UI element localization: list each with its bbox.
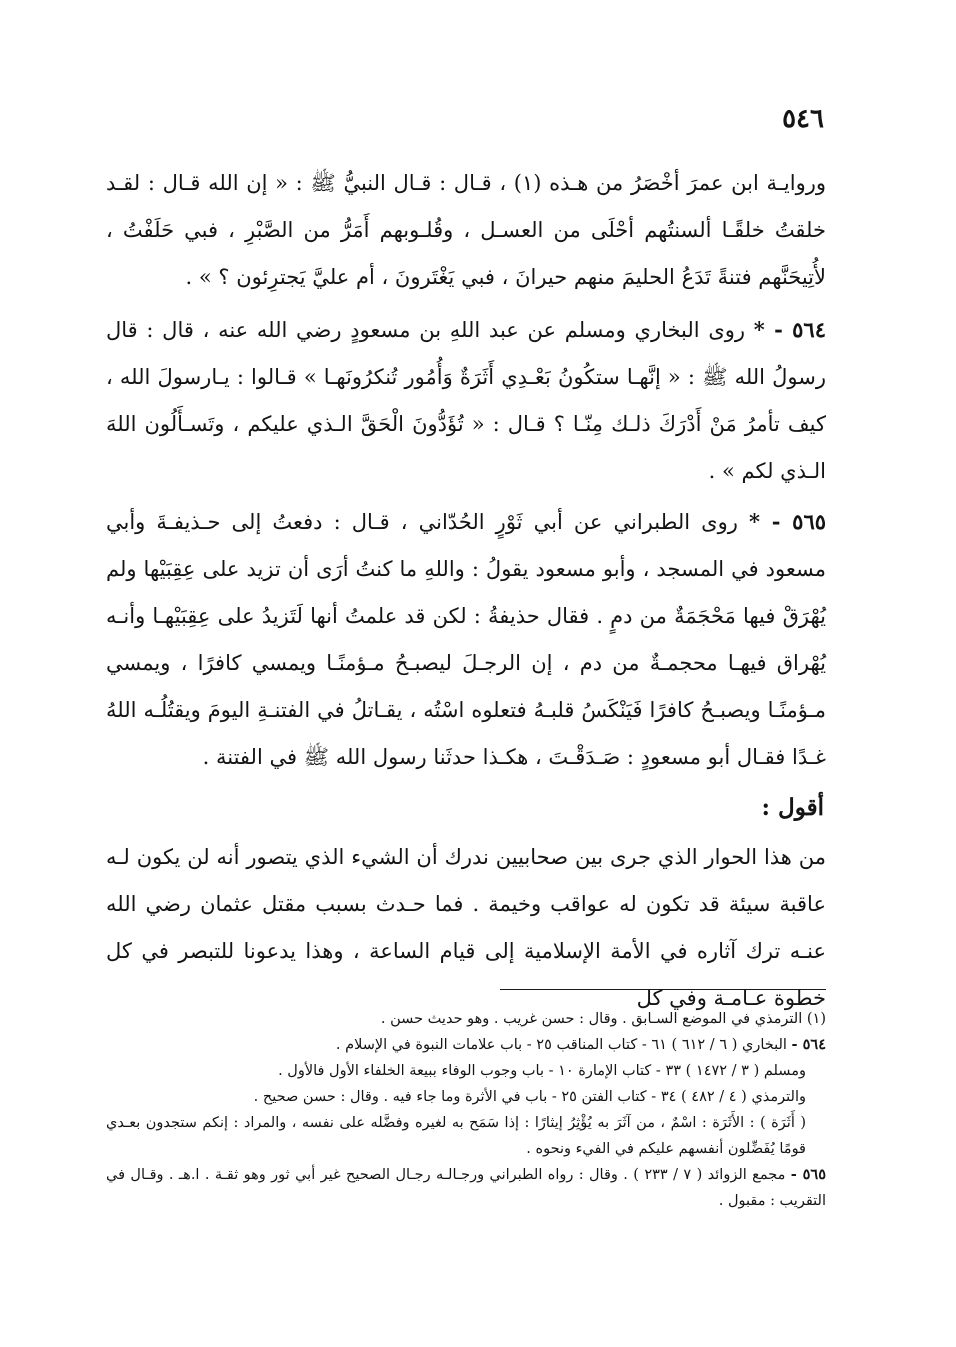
footnote-564-athara-text: ( أَثَرَة ) : الأَثَرَة : اسْمٌ ، من آثَرَ به يُؤْثِرُ إيثارًا : إذا سَمَح به لغيره وفضَّله على نفسه ، والمراد : إنكم ستجدون بعـدي قومًا يُفَضِّلون أنفسهم عليكم في الفيء ونحوه . [106,1115,806,1157]
footnote-564-tirmidhi-text: والترمذي ( ٤ / ٤٨٢ ) ٣٤ - كتاب الفتن ٢٥ - باب في الأثرة وما جاء فيه . وقال : حسن صحيح . [253,1089,806,1105]
section-heading-aqul: أقول : [761,794,824,821]
footnote-565-number: ٥٦٥ - [790,1166,827,1183]
paragraph-commentary-text: من هذا الحوار الذي جرى بين صحابيين ندرك أن الشيء الذي يتصور أنه لن يكون لـه عاقبة سيئة قد تكون له عواقب وخيمة . فما حـدث بسبب مقتل عثمان رضي الله عنـه ترك آثاره في الأمة الإسلامية إلى قيام الساعة ، وهذا يدعونا للتبصر في كل خطوة عـامـة وفي كل [106,845,826,1010]
hadith-565 [106,498,826,781]
paragraph-ibn-umar-text: وروايـة ابن عمرَ أخْصَرُ من هـذه (١) ، قـال : قـال النبيُّ ﷺ : « إن الله قـال : لقـد خلقتُ خلقًـا ألسنتُهم أحْلَى من العسـل ، وقُلـوبهم أَمَرُّ من الصَّبْرِ ، فبي حَلَفْتُ ، لأُتِيحَنَّهم فتنةً تَدَعُ الحليمَ منهم حيرانَ ، فبي يَغْتَرونَ ، أم عليَّ يَجترِئون ؟ » . [106,171,826,289]
footnote-1 [106,1006,826,1032]
footnote-564 [106,1032,826,1058]
footnote-1-text: (١) الترمذي في الموضع السـابق . وقال : حسن غريب . وهو حديث حسن . [380,1011,826,1027]
footnote-564-muslim [106,1058,826,1084]
paragraph-commentary [106,834,826,1022]
footnote-565 [106,1162,826,1214]
hadith-564 [106,306,826,495]
page-number: ٥٤٦ [782,104,824,134]
footnotes [106,1006,826,1214]
footnote-564-tirmidhi [106,1084,826,1110]
hadith-565-text: روى الطبراني عن أبي ثَوْرٍ الحُدّاني ، قـال : دفعتُ إلى حـذيفـةَ وأبي مسعود في المسجد ، وأبو مسعود يقولُ : واللهِ ما كنتُ أرَى أن تزيد على عِقِبَيْها ولم يُهْرَقْ فيها مَحْجَمَةٌ من دمٍ . فقال حذيفةُ : لكن قد علمتُ أنها لَتَزيدُ على عِقِبَيْهـا وأنـه يُهْراق فيهـا محجمـةٌ من دم ، إن الرجـلَ ليصبـحُ مـؤمنًـا ويمسي كافرًا ، ويمسي مـؤمنًـا ويصبـحُ كافرًا فَيَنْكَسُ قلبـهُ فتعلوه اسْتُه ، يقـاتلُ في الفتنـةِ اليومَ ويقتُلُـه اللهُ غـدًا فقـال أبو مسعودٍ : صَـدَقْـتَ ، هكـذا حدثَنا رسول الله ﷺ في الفتنة . [106,510,826,769]
footnote-564-athara [106,1110,826,1162]
footnote-564-muslim-text: ومسلم ( ٣ / ١٤٧٢ ) ٣٣ - كتاب الإمارة ١٠ - باب وجوب الوفاء ببيعة الخلفاء الأول فالأول . [278,1063,806,1079]
footnote-565-text: مجمع الزوائد ( ٧ / ٢٣٣ ) . وقال : رواه الطبراني ورجـالـه رجـال الصحيح غير أبي ثور وهو ثقـة . ا.هـ . وقـال في التقريب : مقبول . [106,1167,826,1209]
footnote-564-number: ٥٦٤ - [791,1036,826,1053]
footnote-564-bukhari: البخاري ( ٦ / ٦١٢ ) ٦١ - كتاب المناقب ٢٥ - باب علامات النبوة في الإسلام . [335,1037,787,1053]
hadith-564-number: ٥٦٤ - * [753,317,826,342]
hadith-564-text: روى البخاري ومسلم عن عبد اللهِ بن مسعودٍ رضي الله عنه ، قال : قال رسولُ الله ﷺ : « إنَّهـا ستكُونُ بَعْـدِي أَثَرَةٌ وَأُمُور تُنكرُونَهـا » قـالوا : يـارسولَ الله ، كيف تأمرُ مَنْ أَدْرَكَ ذلـك مِنّـا ؟ قـال : « تُؤَدُّونَ الْحَقَّ الـذي عليكم ، وتَسـأَلُون اللهَ الـذي لكم » . [106,318,826,483]
paragraph-ibn-umar [106,160,826,301]
hadith-565-number: ٥٦٥ - * [749,509,827,534]
footnote-separator [500,989,826,990]
